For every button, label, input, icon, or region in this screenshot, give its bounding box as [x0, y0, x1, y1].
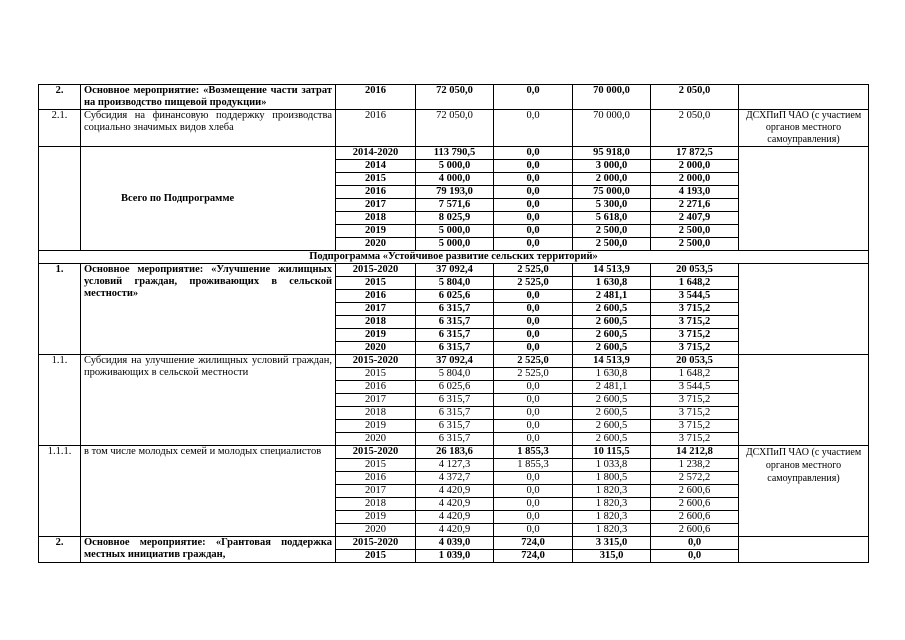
executor-cell: [739, 85, 869, 110]
local-budget-cell: 2 572,2: [651, 472, 739, 485]
total-cell: 6 315,7: [416, 329, 494, 342]
total-cell: 6 315,7: [416, 407, 494, 420]
federal-budget-cell: 2 525,0: [494, 355, 573, 368]
district-budget-cell: 5 300,0: [573, 199, 651, 212]
total-cell: 79 193,0: [416, 186, 494, 199]
local-budget-cell: 2 500,0: [651, 238, 739, 251]
section-title: Подпрограмма «Устойчивое развитие сельских территорий»: [39, 251, 869, 264]
executor-cell: ДСХПиП ЧАО (с участием органов местного самоуправления): [739, 110, 869, 147]
federal-budget-cell: 724,0: [494, 537, 573, 550]
total-cell: 5 000,0: [416, 160, 494, 173]
period-cell: 2019: [336, 329, 416, 342]
item-description: Основное мероприятие: «Улучшение жилищных условий граждан, проживающих в сельской местности»: [81, 264, 336, 355]
federal-budget-cell: 0,0: [494, 485, 573, 498]
federal-budget-cell: 0,0: [494, 316, 573, 329]
local-budget-cell: 2 407,9: [651, 212, 739, 225]
total-cell: 4 372,7: [416, 472, 494, 485]
federal-budget-cell: 1 855,3: [494, 446, 573, 459]
local-budget-cell: 4 193,0: [651, 186, 739, 199]
local-budget-cell: 3 544,5: [651, 381, 739, 394]
federal-budget-cell: 0,0: [494, 472, 573, 485]
local-budget-cell: 2 050,0: [651, 85, 739, 110]
district-budget-cell: 70 000,0: [573, 85, 651, 110]
federal-budget-cell: 0,0: [494, 173, 573, 186]
period-cell: 2017: [336, 199, 416, 212]
federal-budget-cell: 0,0: [494, 147, 573, 160]
period-cell: 2020: [336, 238, 416, 251]
total-cell: 6 315,7: [416, 420, 494, 433]
total-cell: 6 315,7: [416, 342, 494, 355]
federal-budget-cell: 0,0: [494, 329, 573, 342]
item-number: 1.: [39, 264, 81, 355]
total-cell: 72 050,0: [416, 85, 494, 110]
total-cell: 6 025,6: [416, 290, 494, 303]
total-cell: 4 000,0: [416, 173, 494, 186]
district-budget-cell: 2 500,0: [573, 238, 651, 251]
total-cell: 4 420,9: [416, 524, 494, 537]
period-cell: 2018: [336, 212, 416, 225]
federal-budget-cell: 0,0: [494, 186, 573, 199]
district-budget-cell: 1 800,5: [573, 472, 651, 485]
local-budget-cell: 14 212,8: [651, 446, 739, 459]
table-row: [39, 446, 869, 459]
district-budget-cell: 1 820,3: [573, 498, 651, 511]
federal-budget-cell: 0,0: [494, 498, 573, 511]
period-cell: 2016: [336, 186, 416, 199]
local-budget-cell: 20 053,5: [651, 355, 739, 368]
period-cell: 2019: [336, 225, 416, 238]
local-budget-cell: 3 715,2: [651, 342, 739, 355]
period-cell: 2017: [336, 303, 416, 316]
federal-budget-cell: 1 855,3: [494, 459, 573, 472]
local-budget-cell: 3 715,2: [651, 329, 739, 342]
executor-cell: [739, 147, 869, 251]
district-budget-cell: 2 600,5: [573, 420, 651, 433]
period-cell: 2015-2020: [336, 446, 416, 459]
district-budget-cell: 2 481,1: [573, 381, 651, 394]
period-cell: 2016: [336, 85, 416, 110]
federal-budget-cell: 0,0: [494, 85, 573, 110]
federal-budget-cell: 0,0: [494, 342, 573, 355]
district-budget-cell: 2 600,5: [573, 342, 651, 355]
period-cell: 2017: [336, 394, 416, 407]
budget-table-body: [39, 85, 869, 563]
total-blank-number: [39, 147, 81, 251]
total-cell: 37 092,4: [416, 355, 494, 368]
district-budget-cell: 1 033,8: [573, 459, 651, 472]
district-budget-cell: 2 481,1: [573, 290, 651, 303]
total-cell: 8 025,9: [416, 212, 494, 225]
period-cell: 2020: [336, 524, 416, 537]
district-budget-cell: 3 315,0: [573, 537, 651, 550]
district-budget-cell: 2 600,5: [573, 407, 651, 420]
total-cell: 1 039,0: [416, 550, 494, 563]
total-cell: 6 315,7: [416, 394, 494, 407]
period-cell: 2014: [336, 160, 416, 173]
district-budget-cell: 70 000,0: [573, 110, 651, 147]
item-description: Субсидия на улучшение жилищных условий граждан, проживающих в сельской местности: [81, 355, 336, 446]
local-budget-cell: 2 050,0: [651, 110, 739, 147]
total-cell: 6 315,7: [416, 316, 494, 329]
district-budget-cell: 1 820,3: [573, 485, 651, 498]
total-cell: 4 127,3: [416, 459, 494, 472]
federal-budget-cell: 0,0: [494, 433, 573, 446]
period-cell: 2015: [336, 277, 416, 290]
local-budget-cell: 3 715,2: [651, 316, 739, 329]
table-row: [39, 355, 869, 368]
district-budget-cell: 2 000,0: [573, 173, 651, 186]
period-cell: 2020: [336, 433, 416, 446]
total-cell: 5 804,0: [416, 277, 494, 290]
table-row: [39, 110, 869, 147]
total-cell: 37 092,4: [416, 264, 494, 277]
total-cell: 5 804,0: [416, 368, 494, 381]
total-cell: 4 420,9: [416, 498, 494, 511]
item-number: 2.: [39, 85, 81, 110]
item-description: Субсидия на финансовую поддержку производства социально значимых видов хлеба: [81, 110, 336, 147]
total-cell: 7 571,6: [416, 199, 494, 212]
total-cell: 6 315,7: [416, 303, 494, 316]
federal-budget-cell: 724,0: [494, 550, 573, 563]
district-budget-cell: 1 820,3: [573, 511, 651, 524]
local-budget-cell: 2 600,6: [651, 524, 739, 537]
period-cell: 2016: [336, 381, 416, 394]
federal-budget-cell: 0,0: [494, 394, 573, 407]
federal-budget-cell: 2 525,0: [494, 368, 573, 381]
total-cell: 4 039,0: [416, 537, 494, 550]
period-cell: 2018: [336, 498, 416, 511]
district-budget-cell: 75 000,0: [573, 186, 651, 199]
district-budget-cell: 1 630,8: [573, 368, 651, 381]
local-budget-cell: 0,0: [651, 537, 739, 550]
subprogram-total-label: Всего по Подпрограмме: [81, 147, 336, 251]
table-row: [39, 264, 869, 277]
district-budget-cell: 10 115,5: [573, 446, 651, 459]
table-row: [39, 85, 869, 110]
local-budget-cell: 3 715,2: [651, 420, 739, 433]
executor-cell: [739, 537, 869, 563]
federal-budget-cell: 0,0: [494, 238, 573, 251]
local-budget-cell: 2 500,0: [651, 225, 739, 238]
district-budget-cell: 2 600,5: [573, 433, 651, 446]
period-cell: 2018: [336, 316, 416, 329]
period-cell: 2018: [336, 407, 416, 420]
local-budget-cell: 20 053,5: [651, 264, 739, 277]
item-description: Основное мероприятие: «Грантовая поддержка местных инициатив граждан,: [81, 537, 336, 563]
period-cell: 2015: [336, 459, 416, 472]
federal-budget-cell: 0,0: [494, 199, 573, 212]
total-cell: 5 000,0: [416, 238, 494, 251]
executor-cell: [739, 355, 869, 446]
period-cell: 2019: [336, 420, 416, 433]
district-budget-cell: 1 820,3: [573, 524, 651, 537]
federal-budget-cell: 2 525,0: [494, 264, 573, 277]
period-cell: 2016: [336, 472, 416, 485]
local-budget-cell: 3 544,5: [651, 290, 739, 303]
federal-budget-cell: 0,0: [494, 511, 573, 524]
local-budget-cell: 3 715,2: [651, 303, 739, 316]
district-budget-cell: 315,0: [573, 550, 651, 563]
district-budget-cell: 2 600,5: [573, 316, 651, 329]
federal-budget-cell: 2 525,0: [494, 277, 573, 290]
executor-cell: [739, 264, 869, 355]
local-budget-cell: 2 000,0: [651, 173, 739, 186]
item-number: 1.1.1.: [39, 446, 81, 537]
local-budget-cell: 1 238,2: [651, 459, 739, 472]
budget-table-page: [38, 84, 869, 563]
period-cell: 2019: [336, 511, 416, 524]
local-budget-cell: 2 000,0: [651, 160, 739, 173]
total-cell: 4 420,9: [416, 485, 494, 498]
federal-budget-cell: 0,0: [494, 303, 573, 316]
period-cell: 2017: [336, 485, 416, 498]
item-description: Основное мероприятие: «Возмещение части затрат на производство пищевой продукции»: [81, 85, 336, 110]
local-budget-cell: 2 600,6: [651, 511, 739, 524]
total-cell: 5 000,0: [416, 225, 494, 238]
item-description: в том числе молодых семей и молодых специалистов: [81, 446, 336, 537]
item-number: 1.1.: [39, 355, 81, 446]
district-budget-cell: 95 918,0: [573, 147, 651, 160]
district-budget-cell: 3 000,0: [573, 160, 651, 173]
local-budget-cell: 3 715,2: [651, 407, 739, 420]
local-budget-cell: 0,0: [651, 550, 739, 563]
period-cell: 2014-2020: [336, 147, 416, 160]
table-row: [39, 147, 869, 160]
local-budget-cell: 3 715,2: [651, 394, 739, 407]
period-cell: 2015: [336, 368, 416, 381]
total-cell: 26 183,6: [416, 446, 494, 459]
federal-budget-cell: 0,0: [494, 290, 573, 303]
local-budget-cell: 17 872,5: [651, 147, 739, 160]
local-budget-cell: 2 271,6: [651, 199, 739, 212]
period-cell: 2015-2020: [336, 537, 416, 550]
item-number: 2.1.: [39, 110, 81, 147]
district-budget-cell: 14 513,9: [573, 355, 651, 368]
total-cell: 6 315,7: [416, 433, 494, 446]
district-budget-cell: 2 500,0: [573, 225, 651, 238]
federal-budget-cell: 0,0: [494, 110, 573, 147]
district-budget-cell: 2 600,5: [573, 394, 651, 407]
section-row: [39, 251, 869, 264]
period-cell: 2015-2020: [336, 355, 416, 368]
district-budget-cell: 1 630,8: [573, 277, 651, 290]
local-budget-cell: 2 600,6: [651, 498, 739, 511]
local-budget-cell: 1 648,2: [651, 368, 739, 381]
total-cell: 4 420,9: [416, 511, 494, 524]
period-cell: 2020: [336, 342, 416, 355]
federal-budget-cell: 0,0: [494, 225, 573, 238]
local-budget-cell: 2 600,6: [651, 485, 739, 498]
federal-budget-cell: 0,0: [494, 524, 573, 537]
local-budget-cell: 1 648,2: [651, 277, 739, 290]
district-budget-cell: 5 618,0: [573, 212, 651, 225]
district-budget-cell: 2 600,5: [573, 303, 651, 316]
budget-table: [38, 84, 869, 563]
total-cell: 6 025,6: [416, 381, 494, 394]
federal-budget-cell: 0,0: [494, 407, 573, 420]
period-cell: 2015-2020: [336, 264, 416, 277]
total-cell: 113 790,5: [416, 147, 494, 160]
federal-budget-cell: 0,0: [494, 420, 573, 433]
table-row: [39, 537, 869, 550]
federal-budget-cell: 0,0: [494, 160, 573, 173]
total-cell: 72 050,0: [416, 110, 494, 147]
period-cell: 2016: [336, 290, 416, 303]
federal-budget-cell: 0,0: [494, 381, 573, 394]
item-number: 2.: [39, 537, 81, 563]
federal-budget-cell: 0,0: [494, 212, 573, 225]
district-budget-cell: 2 600,5: [573, 329, 651, 342]
period-cell: 2015: [336, 173, 416, 186]
local-budget-cell: 3 715,2: [651, 433, 739, 446]
executor-cell: ДСХПиП ЧАО (с участием органов местного самоуправления): [739, 446, 869, 537]
period-cell: 2016: [336, 110, 416, 147]
district-budget-cell: 14 513,9: [573, 264, 651, 277]
period-cell: 2015: [336, 550, 416, 563]
